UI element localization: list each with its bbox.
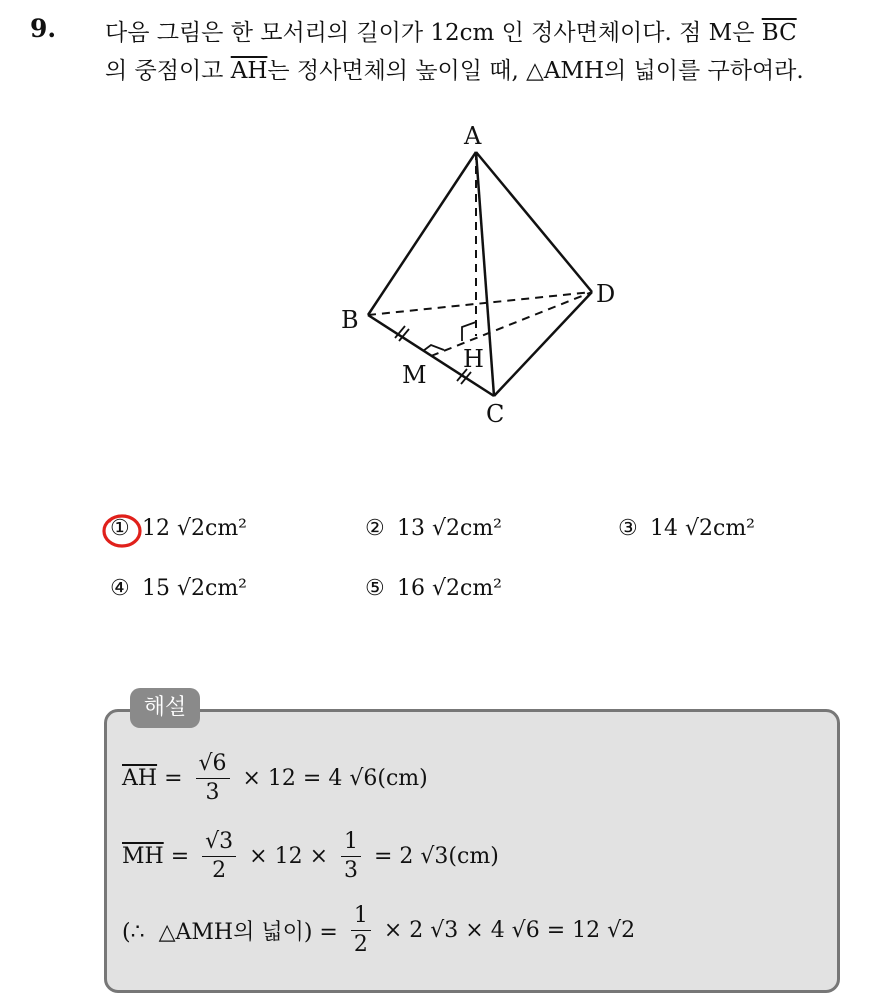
sol1-rest: × 12 = 4 √6(cm) (235, 766, 428, 791)
segment-bc: $\overline{BC}$ (761, 20, 797, 46)
edge-ad (476, 152, 592, 292)
choice-5[interactable] (365, 576, 502, 601)
question-text-2a: 의 중점이고 (105, 58, 231, 84)
sol3-pre: (∴ △AMH의 넓이) = (122, 920, 345, 945)
choice-1-mark: ① (110, 516, 130, 541)
edge-bd-hidden (368, 292, 592, 315)
edge-ab (368, 152, 476, 315)
choice-4-text: 15 √2cm² (142, 576, 248, 601)
right-angle-mark-m (423, 345, 444, 351)
label-d: D (596, 280, 616, 308)
sol3-denominator: 2 (353, 932, 368, 957)
choice-3-mark: ③ (618, 516, 638, 541)
sol1-numerator: √6 (196, 750, 230, 779)
sol2-rest: = 2 √3(cm) (367, 844, 499, 869)
sol1-denominator: 3 (205, 780, 220, 805)
choice-1[interactable] (110, 516, 247, 541)
solution-line-2 (122, 828, 499, 885)
choice-1-text: 12 √2cm² (142, 516, 248, 541)
sol2-segment: $\overline{MH}$ (122, 844, 164, 869)
sol2-fraction-2 (341, 828, 361, 885)
choice-5-mark: ⑤ (365, 576, 385, 601)
tetrahedron-figure (0, 0, 884, 460)
choice-2[interactable] (365, 516, 502, 541)
choice-2-text: 13 √2cm² (397, 516, 503, 541)
solution-line-1 (122, 750, 428, 807)
choice-4[interactable] (110, 576, 247, 601)
choice-2-mark: ② (365, 516, 385, 541)
label-a: A (464, 122, 482, 150)
question-text-2b: 는 정사면체의 높이일 때, △AMH의 넓이를 구하여라. (267, 58, 804, 84)
segment-ah: $\overline{AH}$ (230, 58, 268, 84)
solution-line-3 (122, 902, 635, 959)
sol2-fraction-1 (202, 828, 236, 885)
solution-badge: 해설 (130, 688, 200, 728)
edge-cd (494, 292, 592, 396)
choice-4-mark: ④ (110, 576, 130, 601)
sol1-fraction (196, 750, 230, 807)
sol3-numerator: 1 (351, 902, 371, 931)
sol3-fraction (351, 902, 371, 959)
choice-5-text: 16 √2cm² (397, 576, 503, 601)
sol1-segment: $\overline{AH}$ (122, 766, 158, 791)
sol2-denominator-1: 2 (212, 858, 227, 883)
sol2-denominator-2: 3 (344, 858, 358, 883)
sol2-eq: = (163, 844, 197, 869)
sol2-numerator-2: 1 (341, 828, 361, 857)
sol2-mid: × 12 × (242, 844, 335, 869)
label-c: C (486, 400, 505, 428)
sol3-rest: × 2 √3 × 4 √6 = 12 √2 (376, 918, 636, 943)
choice-3-text: 14 √2cm² (650, 516, 756, 541)
label-h: H (463, 345, 484, 373)
sol2-numerator-1: √3 (202, 828, 236, 857)
question-text-1: 다음 그림은 한 모서리의 길이가 12cm 인 정사면체이다. 점 M은 (105, 20, 762, 46)
label-b: B (341, 306, 359, 334)
median-md (431, 292, 592, 356)
label-m: M (402, 361, 427, 389)
question-number: 9. (30, 14, 57, 43)
sol1-eq: = (157, 766, 190, 791)
choice-3[interactable] (618, 516, 755, 541)
